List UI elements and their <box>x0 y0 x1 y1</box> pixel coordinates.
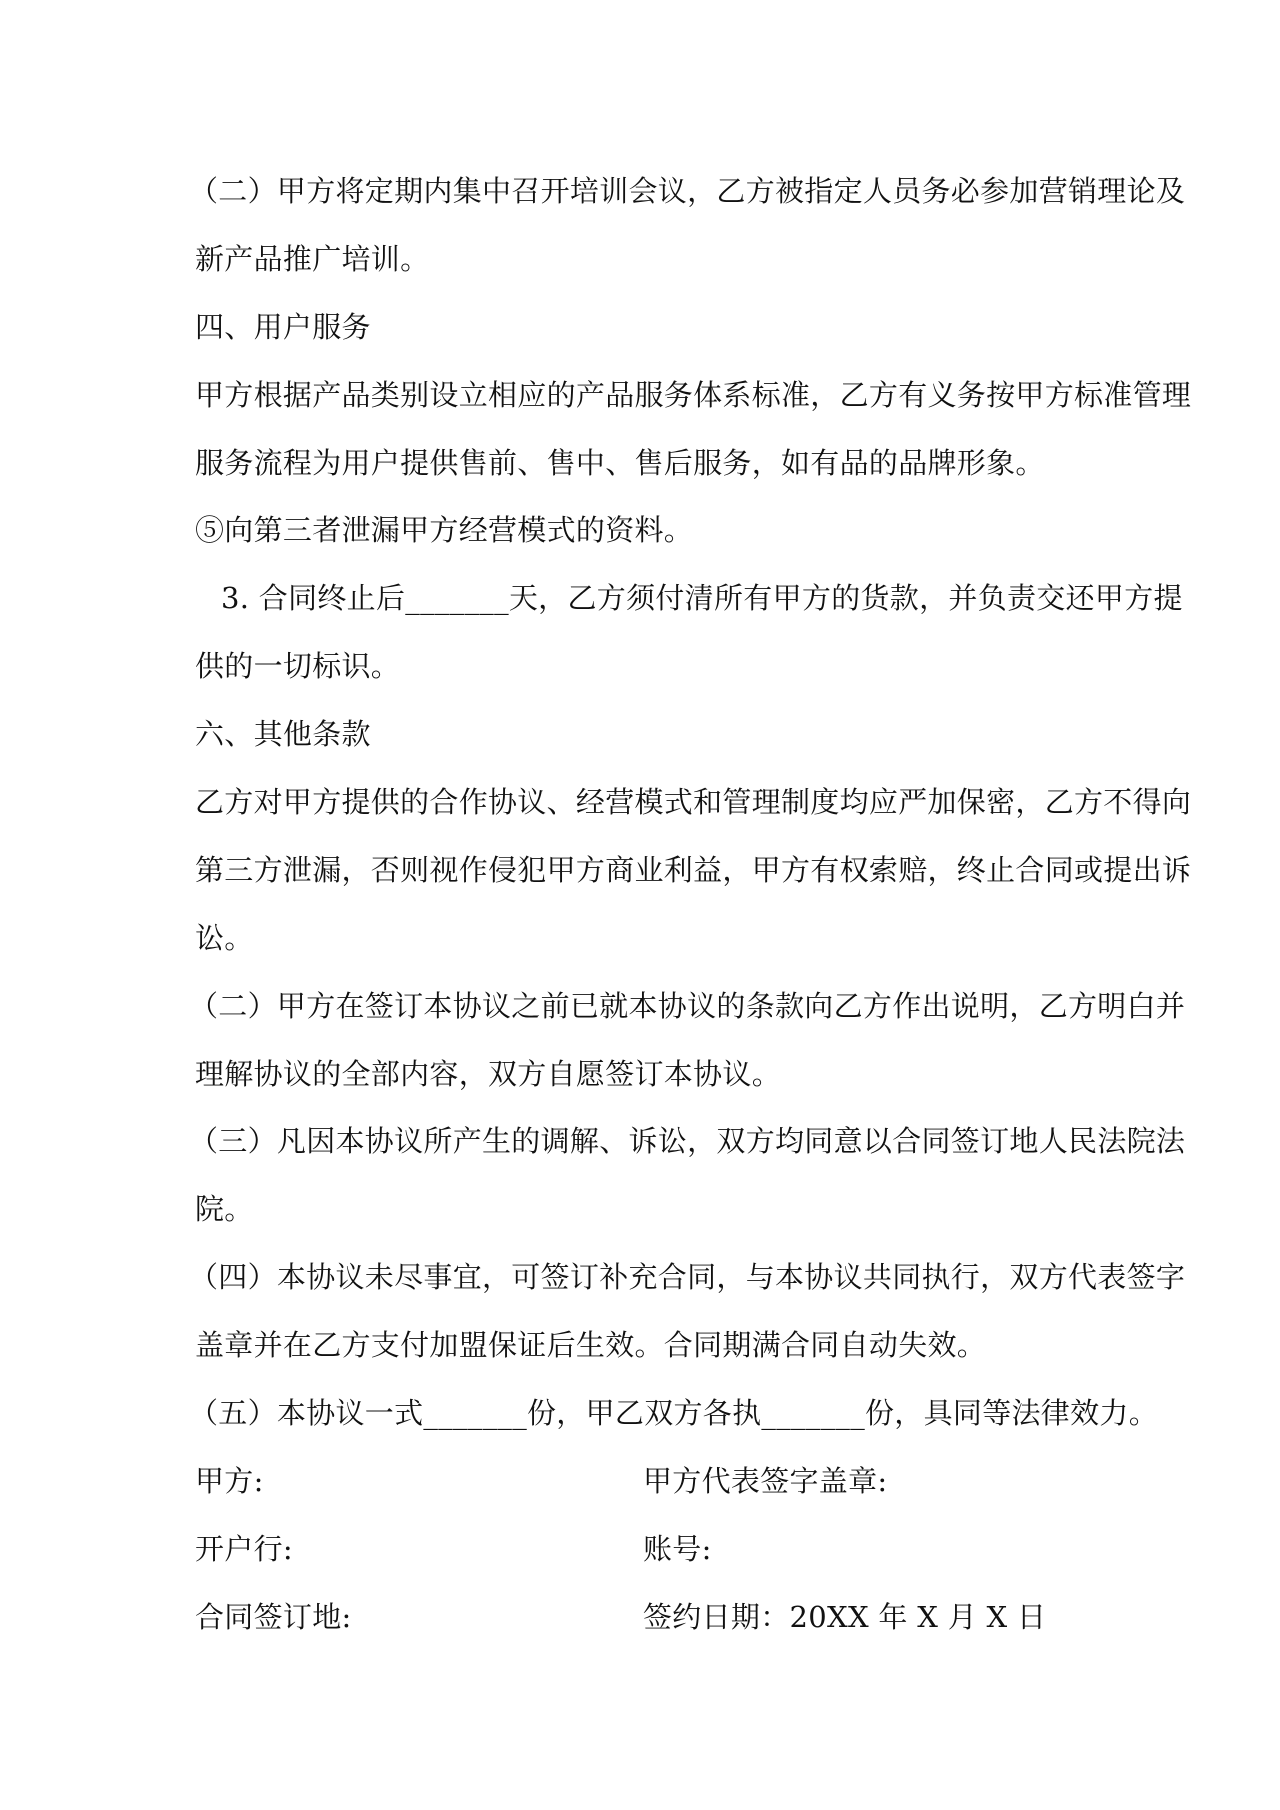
section-heading: 四、用户服务 <box>195 309 371 344</box>
signing-place-label: 合同签订地: <box>195 1599 352 1634</box>
paragraph: （二）甲方在签订本协议之前已就本协议的条款向乙方作出说明，乙方明白并 <box>189 988 1186 1023</box>
document-page <box>189 158 1192 1652</box>
paragraph: 院。 <box>195 1192 254 1227</box>
paragraph: 乙方对甲方提供的合作协议、经营模式和管理制度均应严加保密，乙方不得向 <box>195 785 1192 820</box>
paragraph: 供的一切标识。 <box>195 649 401 684</box>
section-heading: 六、其他条款 <box>195 717 371 752</box>
party-a-label: 甲方: <box>195 1463 264 1498</box>
signing-date-label: 签约日期：20XX 年 X 月 X 日 <box>643 1599 1047 1634</box>
paragraph: 新产品推广培训。 <box>195 241 430 276</box>
signature-row <box>195 1516 1095 1584</box>
paragraph: （四）本协议未尽事宜，可签订补充合同，与本协议共同执行，双方代表签字 <box>189 1260 1186 1295</box>
paragraph: 服务流程为用户提供售前、售中、售后服务，如有品的品牌形象。 <box>195 445 1045 480</box>
paragraph: 理解协议的全部内容，双方自愿签订本协议。 <box>195 1056 782 1091</box>
paragraph: 盖章并在乙方支付加盟保证后生效。合同期满合同自动失效。 <box>195 1328 987 1363</box>
bank-label: 开户行: <box>195 1531 293 1566</box>
paragraph: 甲方根据产品类别设立相应的产品服务体系标准，乙方有义务按甲方标准管理 <box>195 377 1192 412</box>
paragraph: （三）凡因本协议所产生的调解、诉讼，双方均同意以合同签订地人民法院法 <box>189 1124 1186 1159</box>
party-a-representative-label: 甲方代表签字盖章: <box>643 1463 888 1498</box>
paragraph: 讼。 <box>195 920 254 955</box>
signature-row <box>195 1448 1095 1516</box>
paragraph: （五）本协议一式_______份，甲乙双方各执_______份，具同等法律效力。 <box>189 1396 1159 1431</box>
signature-row <box>195 1584 1095 1652</box>
paragraph: （二）甲方将定期内集中召开培训会议，乙方被指定人员务必参加营销理论及 <box>189 174 1186 208</box>
account-label: 账号: <box>643 1531 712 1566</box>
paragraph: 3. 合同终止后_______天，乙方须付清所有甲方的货款，并负责交还甲方提 <box>221 581 1183 616</box>
paragraph: 第三方泄漏，否则视作侵犯甲方商业利益，甲方有权索赔，终止合同或提出诉 <box>195 852 1192 887</box>
paragraph: ⑤向第三者泄漏甲方经营模式的资料。 <box>195 513 694 548</box>
